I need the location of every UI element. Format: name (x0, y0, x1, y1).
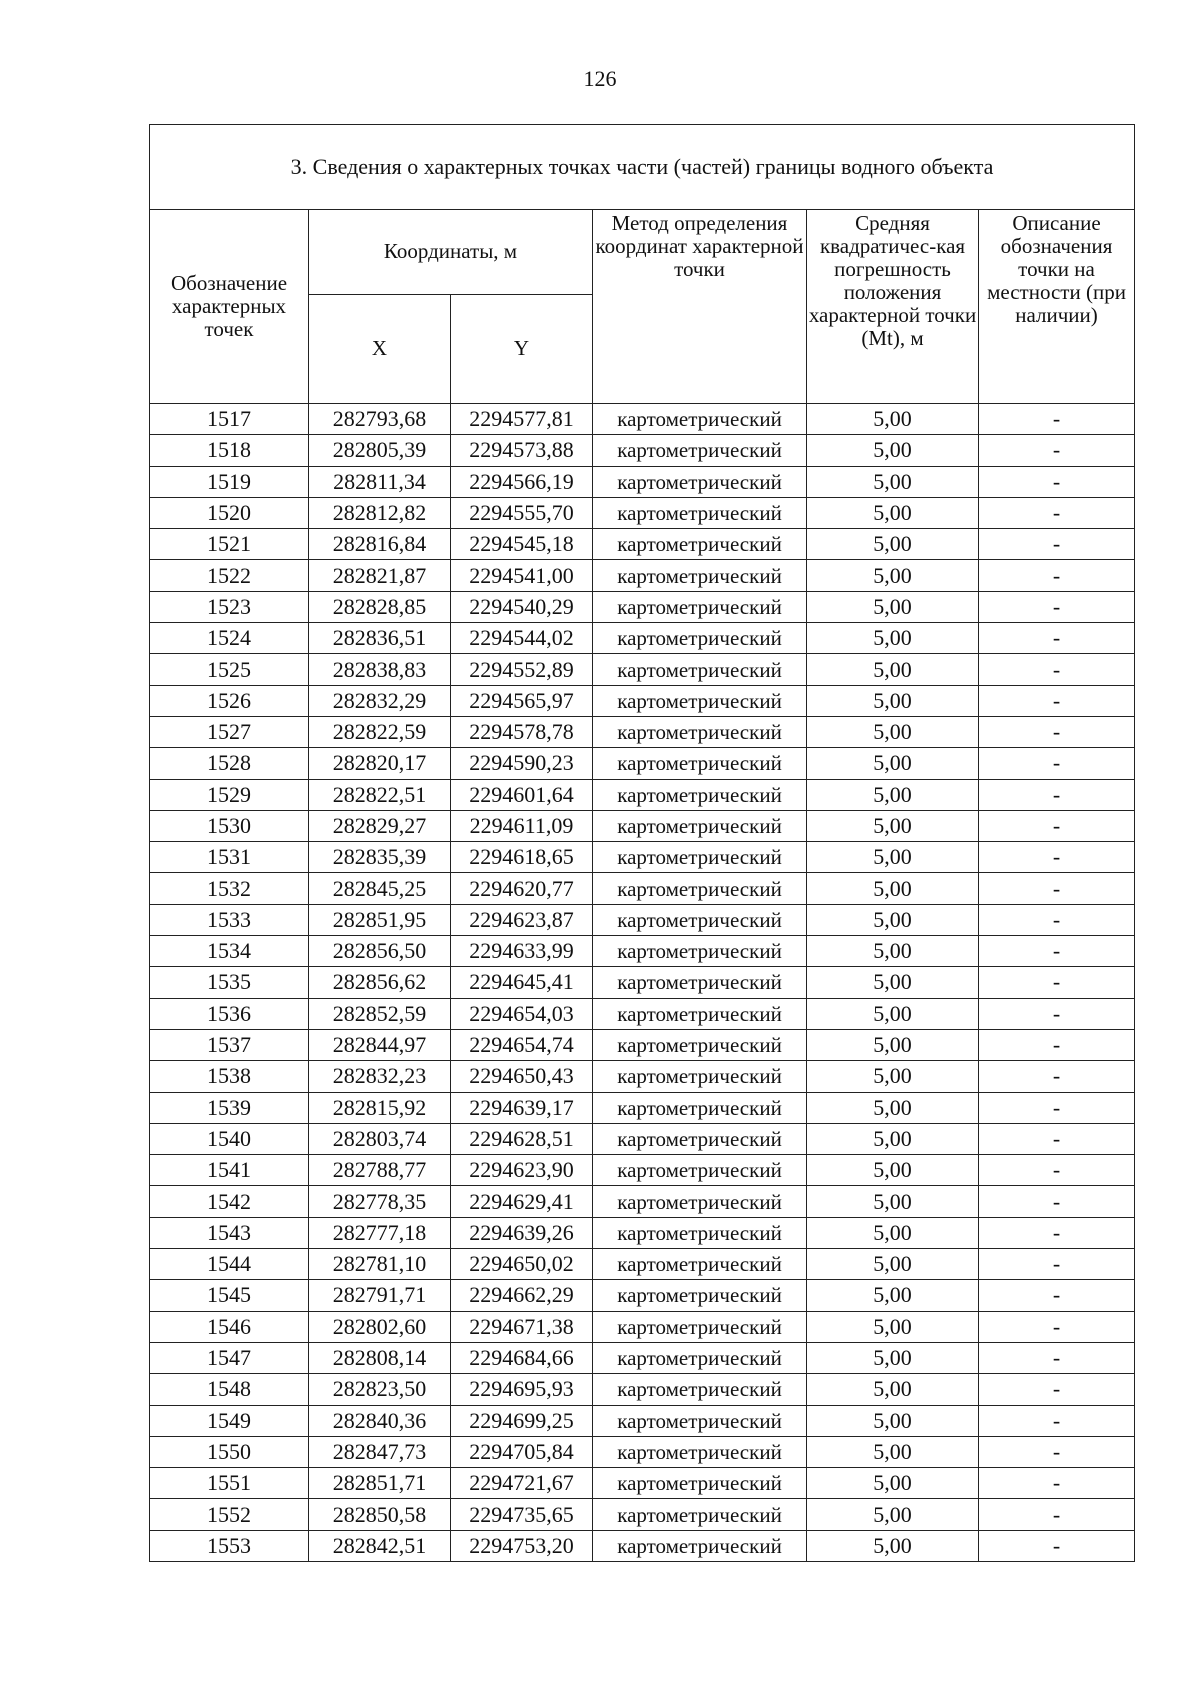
cell-y: 2294578,78 (451, 716, 593, 747)
cell-error: 5,00 (807, 1499, 979, 1530)
table-row (150, 1468, 1135, 1499)
cell-description: - (979, 1217, 1135, 1248)
table-row (150, 1092, 1135, 1123)
cell-error: 5,00 (807, 1436, 979, 1467)
cell-error: 5,00 (807, 1530, 979, 1561)
cell-x: 282842,51 (309, 1530, 451, 1561)
cell-method: картометрический (593, 1092, 807, 1123)
cell-designation: 1547 (150, 1342, 309, 1373)
cell-designation: 1534 (150, 936, 309, 967)
table-row (150, 497, 1135, 528)
cell-description: - (979, 873, 1135, 904)
cell-description: - (979, 1374, 1135, 1405)
cell-designation: 1530 (150, 810, 309, 841)
cell-description: - (979, 591, 1135, 622)
cell-x: 282821,87 (309, 560, 451, 591)
table-row (150, 1061, 1135, 1092)
table-row (150, 748, 1135, 779)
cell-designation: 1538 (150, 1061, 309, 1092)
cell-error: 5,00 (807, 404, 979, 435)
cell-designation: 1542 (150, 1186, 309, 1217)
cell-designation: 1526 (150, 685, 309, 716)
cell-x: 282793,68 (309, 404, 451, 435)
cell-method: картометрический (593, 404, 807, 435)
cell-method: картометрический (593, 435, 807, 466)
cell-method: картометрический (593, 1342, 807, 1373)
cell-y: 2294623,90 (451, 1155, 593, 1186)
cell-method: картометрический (593, 1186, 807, 1217)
table-row (150, 591, 1135, 622)
cell-x: 282788,77 (309, 1155, 451, 1186)
cell-x: 282847,73 (309, 1436, 451, 1467)
cell-method: картометрический (593, 1061, 807, 1092)
cell-designation: 1520 (150, 497, 309, 528)
cell-error: 5,00 (807, 654, 979, 685)
cell-method: картометрический (593, 904, 807, 935)
cell-y: 2294639,17 (451, 1092, 593, 1123)
cell-error: 5,00 (807, 1123, 979, 1154)
cell-description: - (979, 810, 1135, 841)
cell-x: 282812,82 (309, 497, 451, 528)
header-description: Описание обозначения точки на местности (при наличии) (979, 210, 1135, 404)
table-row (150, 810, 1135, 841)
cell-designation: 1525 (150, 654, 309, 685)
cell-designation: 1545 (150, 1280, 309, 1311)
cell-description: - (979, 1123, 1135, 1154)
cell-y: 2294695,93 (451, 1374, 593, 1405)
cell-description: - (979, 1029, 1135, 1060)
cell-designation: 1540 (150, 1123, 309, 1154)
cell-description: - (979, 560, 1135, 591)
cell-y: 2294541,00 (451, 560, 593, 591)
table-row (150, 529, 1135, 560)
cell-description: - (979, 1468, 1135, 1499)
cell-x: 282851,71 (309, 1468, 451, 1499)
cell-description: - (979, 842, 1135, 873)
cell-method: картометрический (593, 1123, 807, 1154)
table-row (150, 1530, 1135, 1561)
table-row (150, 1217, 1135, 1248)
cell-description: - (979, 497, 1135, 528)
cell-x: 282777,18 (309, 1217, 451, 1248)
cell-description: - (979, 1499, 1135, 1530)
cell-method: картометрический (593, 779, 807, 810)
cell-error: 5,00 (807, 1342, 979, 1373)
cell-designation: 1517 (150, 404, 309, 435)
cell-y: 2294684,66 (451, 1342, 593, 1373)
cell-description: - (979, 685, 1135, 716)
header-designation: Обозначение характерных точек (150, 210, 309, 404)
cell-y: 2294611,09 (451, 810, 593, 841)
cell-y: 2294565,97 (451, 685, 593, 716)
header-x: X (309, 295, 451, 404)
cell-y: 2294552,89 (451, 654, 593, 685)
cell-method: картометрический (593, 716, 807, 747)
cell-method: картометрический (593, 842, 807, 873)
cell-y: 2294555,70 (451, 497, 593, 528)
cell-y: 2294671,38 (451, 1311, 593, 1342)
cell-designation: 1541 (150, 1155, 309, 1186)
cell-designation: 1553 (150, 1530, 309, 1561)
page-number: 126 (583, 66, 617, 91)
cell-y: 2294629,41 (451, 1186, 593, 1217)
cell-description: - (979, 404, 1135, 435)
cell-x: 282835,39 (309, 842, 451, 873)
cell-method: картометрический (593, 1530, 807, 1561)
cell-method: картометрический (593, 560, 807, 591)
table-row (150, 1186, 1135, 1217)
header-error: Средняя квадратичес-кая погрешность положения характерной точки (Mt), м (807, 210, 979, 404)
cell-error: 5,00 (807, 967, 979, 998)
cell-x: 282805,39 (309, 435, 451, 466)
cell-x: 282856,62 (309, 967, 451, 998)
cell-error: 5,00 (807, 1280, 979, 1311)
cell-x: 282832,29 (309, 685, 451, 716)
cell-x: 282781,10 (309, 1249, 451, 1280)
cell-description: - (979, 435, 1135, 466)
cell-error: 5,00 (807, 1092, 979, 1123)
cell-method: картометрический (593, 497, 807, 528)
cell-error: 5,00 (807, 529, 979, 560)
table-row (150, 685, 1135, 716)
cell-designation: 1536 (150, 998, 309, 1029)
cell-method: картометрический (593, 998, 807, 1029)
cell-designation: 1522 (150, 560, 309, 591)
cell-error: 5,00 (807, 685, 979, 716)
cell-error: 5,00 (807, 1405, 979, 1436)
cell-description: - (979, 623, 1135, 654)
cell-error: 5,00 (807, 904, 979, 935)
header-y: Y (451, 295, 593, 404)
cell-method: картометрический (593, 936, 807, 967)
cell-description: - (979, 1249, 1135, 1280)
cell-description: - (979, 998, 1135, 1029)
cell-method: картометрический (593, 748, 807, 779)
cell-x: 282791,71 (309, 1280, 451, 1311)
table-row (150, 1499, 1135, 1530)
cell-designation: 1543 (150, 1217, 309, 1248)
cell-designation: 1535 (150, 967, 309, 998)
cell-y: 2294650,02 (451, 1249, 593, 1280)
cell-y: 2294623,87 (451, 904, 593, 935)
cell-error: 5,00 (807, 1374, 979, 1405)
table-row (150, 1342, 1135, 1373)
cell-method: картометрический (593, 967, 807, 998)
cell-error: 5,00 (807, 591, 979, 622)
cell-designation: 1524 (150, 623, 309, 654)
cell-x: 282856,50 (309, 936, 451, 967)
cell-error: 5,00 (807, 560, 979, 591)
header-coordinates: Координаты, м (309, 210, 593, 295)
cell-y: 2294628,51 (451, 1123, 593, 1154)
cell-y: 2294573,88 (451, 435, 593, 466)
cell-y: 2294620,77 (451, 873, 593, 904)
cell-description: - (979, 1061, 1135, 1092)
table-row (150, 998, 1135, 1029)
cell-method: картометрический (593, 529, 807, 560)
cell-error: 5,00 (807, 936, 979, 967)
cell-x: 282838,83 (309, 654, 451, 685)
cell-designation: 1546 (150, 1311, 309, 1342)
cell-method: картометрический (593, 1217, 807, 1248)
cell-method: картометрический (593, 810, 807, 841)
cell-designation: 1521 (150, 529, 309, 560)
table-title: 3. Сведения о характерных точках части (частей) границы водного объекта (150, 125, 1135, 210)
cell-error: 5,00 (807, 873, 979, 904)
cell-x: 282808,14 (309, 1342, 451, 1373)
cell-method: картометрический (593, 1468, 807, 1499)
cell-designation: 1552 (150, 1499, 309, 1530)
cell-designation: 1549 (150, 1405, 309, 1436)
cell-designation: 1551 (150, 1468, 309, 1499)
cell-error: 5,00 (807, 623, 979, 654)
cell-x: 282778,35 (309, 1186, 451, 1217)
cell-error: 5,00 (807, 1217, 979, 1248)
cell-designation: 1550 (150, 1436, 309, 1467)
table-row (150, 560, 1135, 591)
cell-error: 5,00 (807, 435, 979, 466)
cell-error: 5,00 (807, 998, 979, 1029)
cell-error: 5,00 (807, 497, 979, 528)
cell-method: картометрический (593, 623, 807, 654)
table-row (150, 1280, 1135, 1311)
cell-y: 2294544,02 (451, 623, 593, 654)
boundary-points-table (149, 124, 1135, 1562)
cell-y: 2294654,03 (451, 998, 593, 1029)
cell-x: 282829,27 (309, 810, 451, 841)
table-row (150, 466, 1135, 497)
cell-error: 5,00 (807, 748, 979, 779)
cell-designation: 1527 (150, 716, 309, 747)
cell-error: 5,00 (807, 1311, 979, 1342)
table-row (150, 716, 1135, 747)
cell-description: - (979, 1155, 1135, 1186)
cell-y: 2294753,20 (451, 1530, 593, 1561)
table-row (150, 1374, 1135, 1405)
table-row (150, 404, 1135, 435)
table-row (150, 654, 1135, 685)
cell-x: 282828,85 (309, 591, 451, 622)
cell-y: 2294645,41 (451, 967, 593, 998)
cell-y: 2294577,81 (451, 404, 593, 435)
cell-y: 2294590,23 (451, 748, 593, 779)
cell-y: 2294540,29 (451, 591, 593, 622)
cell-method: картометрический (593, 1499, 807, 1530)
cell-designation: 1537 (150, 1029, 309, 1060)
cell-description: - (979, 1092, 1135, 1123)
cell-x: 282803,74 (309, 1123, 451, 1154)
cell-y: 2294650,43 (451, 1061, 593, 1092)
cell-y: 2294633,99 (451, 936, 593, 967)
table-row (150, 1249, 1135, 1280)
cell-method: картометрический (593, 685, 807, 716)
cell-description: - (979, 779, 1135, 810)
cell-x: 282816,84 (309, 529, 451, 560)
cell-y: 2294639,26 (451, 1217, 593, 1248)
cell-y: 2294699,25 (451, 1405, 593, 1436)
cell-x: 282822,59 (309, 716, 451, 747)
table-body (150, 404, 1135, 1562)
cell-x: 282845,25 (309, 873, 451, 904)
cell-designation: 1523 (150, 591, 309, 622)
cell-error: 5,00 (807, 1061, 979, 1092)
cell-description: - (979, 748, 1135, 779)
cell-designation: 1519 (150, 466, 309, 497)
cell-error: 5,00 (807, 842, 979, 873)
cell-y: 2294705,84 (451, 1436, 593, 1467)
cell-method: картометрический (593, 1436, 807, 1467)
table-row (150, 967, 1135, 998)
cell-method: картометрический (593, 1405, 807, 1436)
table-row (150, 904, 1135, 935)
cell-description: - (979, 1311, 1135, 1342)
cell-error: 5,00 (807, 1155, 979, 1186)
cell-error: 5,00 (807, 1186, 979, 1217)
table-row (150, 842, 1135, 873)
table-row (150, 1436, 1135, 1467)
cell-description: - (979, 967, 1135, 998)
cell-description: - (979, 529, 1135, 560)
cell-description: - (979, 716, 1135, 747)
table-row (150, 435, 1135, 466)
cell-designation: 1528 (150, 748, 309, 779)
header-method: Метод определения координат характерной точки (593, 210, 807, 404)
cell-method: картометрический (593, 1155, 807, 1186)
cell-designation: 1539 (150, 1092, 309, 1123)
table-row (150, 1405, 1135, 1436)
cell-designation: 1544 (150, 1249, 309, 1280)
cell-y: 2294721,67 (451, 1468, 593, 1499)
cell-error: 5,00 (807, 1029, 979, 1060)
table-row (150, 1155, 1135, 1186)
table-row (150, 1123, 1135, 1154)
cell-method: картометрический (593, 591, 807, 622)
cell-description: - (979, 1436, 1135, 1467)
cell-description: - (979, 936, 1135, 967)
table-row (150, 1029, 1135, 1060)
table-row (150, 873, 1135, 904)
cell-method: картометрический (593, 1029, 807, 1060)
cell-x: 282852,59 (309, 998, 451, 1029)
cell-method: картометрический (593, 466, 807, 497)
table-row (150, 936, 1135, 967)
cell-x: 282851,95 (309, 904, 451, 935)
cell-description: - (979, 654, 1135, 685)
cell-method: картометрический (593, 873, 807, 904)
cell-y: 2294654,74 (451, 1029, 593, 1060)
table-row (150, 1311, 1135, 1342)
cell-error: 5,00 (807, 1249, 979, 1280)
cell-method: картометрический (593, 1374, 807, 1405)
cell-error: 5,00 (807, 1468, 979, 1499)
cell-designation: 1529 (150, 779, 309, 810)
cell-x: 282815,92 (309, 1092, 451, 1123)
cell-error: 5,00 (807, 779, 979, 810)
cell-error: 5,00 (807, 716, 979, 747)
table-row (150, 623, 1135, 654)
cell-y: 2294662,29 (451, 1280, 593, 1311)
cell-method: картометрический (593, 1280, 807, 1311)
cell-designation: 1548 (150, 1374, 309, 1405)
cell-description: - (979, 1280, 1135, 1311)
cell-x: 282811,34 (309, 466, 451, 497)
cell-y: 2294601,64 (451, 779, 593, 810)
cell-x: 282802,60 (309, 1311, 451, 1342)
cell-description: - (979, 466, 1135, 497)
cell-y: 2294566,19 (451, 466, 593, 497)
cell-y: 2294545,18 (451, 529, 593, 560)
cell-description: - (979, 904, 1135, 935)
cell-designation: 1518 (150, 435, 309, 466)
cell-x: 282850,58 (309, 1499, 451, 1530)
cell-designation: 1532 (150, 873, 309, 904)
cell-description: - (979, 1405, 1135, 1436)
cell-x: 282832,23 (309, 1061, 451, 1092)
cell-method: картометрический (593, 654, 807, 685)
cell-description: - (979, 1530, 1135, 1561)
cell-description: - (979, 1342, 1135, 1373)
cell-x: 282823,50 (309, 1374, 451, 1405)
cell-designation: 1531 (150, 842, 309, 873)
cell-x: 282822,51 (309, 779, 451, 810)
cell-y: 2294735,65 (451, 1499, 593, 1530)
cell-x: 282844,97 (309, 1029, 451, 1060)
cell-error: 5,00 (807, 466, 979, 497)
cell-method: картометрический (593, 1311, 807, 1342)
cell-error: 5,00 (807, 810, 979, 841)
table-row (150, 779, 1135, 810)
cell-description: - (979, 1186, 1135, 1217)
cell-x: 282840,36 (309, 1405, 451, 1436)
cell-y: 2294618,65 (451, 842, 593, 873)
cell-x: 282836,51 (309, 623, 451, 654)
table-header (150, 125, 1135, 404)
cell-designation: 1533 (150, 904, 309, 935)
cell-method: картометрический (593, 1249, 807, 1280)
cell-x: 282820,17 (309, 748, 451, 779)
